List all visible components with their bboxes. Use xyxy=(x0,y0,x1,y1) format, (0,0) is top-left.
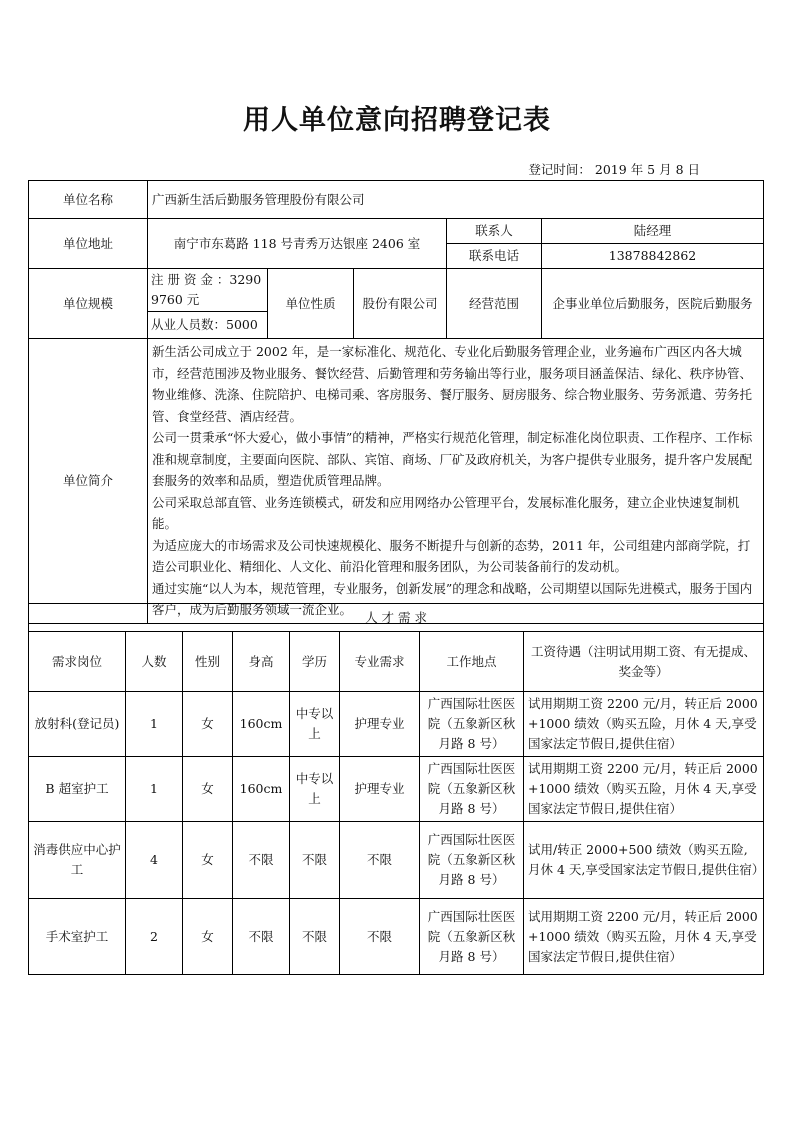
col-height: 身高 xyxy=(233,632,290,692)
post-cell: 消毒供应中心护工 xyxy=(29,822,126,899)
post-cell: 放射科(登记员) xyxy=(29,692,126,757)
height-cell: 不限 xyxy=(233,822,290,899)
intro-paragraph: 公司一贯秉承“怀大爱心，做小事情”的精神，严格实行规范化管理，制定标准化岗位职责、工作程序、工作标准和规章制度，主要面向医院、部队、宾馆、商场、厂矿及政府机关，为客户提供专业服务，提升客户发展配套服务的效率和品质，塑造优质管理品牌。 xyxy=(152,430,753,488)
phone-value: 13878842862 xyxy=(542,244,764,269)
col-location: 工作地点 xyxy=(420,632,524,692)
salary-cell: 试用期期工资 2200 元/月，转正后 2000+1000 绩效（购买五险，月休 4 天,享受国家法定节假日,提供住宿） xyxy=(524,757,764,822)
post-cell: 手术室护工 xyxy=(29,899,126,975)
col-major: 专业需求 xyxy=(340,632,420,692)
location-cell: 广西国际壮医医院（五象新区秋月路 8 号） xyxy=(420,822,524,899)
table-row xyxy=(29,692,764,757)
salary-cell: 试用/转正 2000+500 绩效（购买五险,月休 4 天,享受国家法定节假日,提供住宿） xyxy=(524,822,764,899)
height-cell: 不限 xyxy=(233,899,290,975)
unit-scale-label: 单位规模 xyxy=(29,269,148,339)
form-title: 用人单位意向招聘登记表 xyxy=(243,105,551,136)
col-count: 人数 xyxy=(126,632,183,692)
major-cell: 不限 xyxy=(340,822,420,899)
table-row xyxy=(29,822,764,899)
intro-paragraph: 通过实施“以人为本，规范管理，专业服务，创新发展”的理念和战略，公司期望以国际先进模式，服务于国内客户，成为后勤服务领域一流企业。 xyxy=(152,580,753,617)
count-cell: 4 xyxy=(126,822,183,899)
unit-nature: 股份有限公司 xyxy=(354,269,447,339)
education-cell: 不限 xyxy=(290,899,340,975)
table-row xyxy=(29,899,764,975)
unit-address: 南宁市东葛路 118 号青秀万达银座 2406 室 xyxy=(148,219,447,269)
registration-date xyxy=(440,160,700,178)
count-cell: 1 xyxy=(126,757,183,822)
location-cell: 广西国际壮医医院（五象新区秋月路 8 号） xyxy=(420,757,524,822)
education-cell: 不限 xyxy=(290,822,340,899)
col-post: 需求岗位 xyxy=(29,632,126,692)
intro-paragraph: 公司采取总部直管、业务连锁模式，研发和应用网络办公管理平台，发展标准化服务，建立企业快速复制机能。 xyxy=(152,494,740,531)
count-cell: 2 xyxy=(126,899,183,975)
unit-name: 广西新生活后勤服务管理股份有限公司 xyxy=(148,181,764,219)
major-cell: 不限 xyxy=(340,899,420,975)
major-cell: 护理专业 xyxy=(340,757,420,822)
unit-intro-label: 单位简介 xyxy=(29,339,148,624)
height-cell: 160cm xyxy=(233,692,290,757)
salary-cell: 试用期期工资 2200 元/月，转正后 2000+1000 绩效（购买五险，月休 4 天,享受国家法定节假日,提供住宿） xyxy=(524,692,764,757)
intro-paragraph: 为适应庞大的市场需求及公司快速规模化、服务不断提升与创新的态势，2011 年，公司组建内部商学院，打造公司职业化、精细化、人文化、前沿化管理和服务团队，为公司装备前行的发动机。 xyxy=(152,537,751,574)
unit-name-label: 单位名称 xyxy=(29,181,148,219)
talent-demand-table xyxy=(28,603,764,975)
gender-cell: 女 xyxy=(183,692,233,757)
unit-address-label: 单位地址 xyxy=(29,219,148,269)
col-salary: 工资待遇（注明试用期工资、有无提成、奖金等） xyxy=(524,632,764,692)
gender-cell: 女 xyxy=(183,822,233,899)
contact-value: 陆经理 xyxy=(542,219,764,244)
major-cell: 护理专业 xyxy=(340,692,420,757)
location-cell: 广西国际壮医医院（五象新区秋月路 8 号） xyxy=(420,899,524,975)
gender-cell: 女 xyxy=(183,899,233,975)
gender-cell: 女 xyxy=(183,757,233,822)
contact-label: 联系人 xyxy=(447,219,542,244)
unit-nature-label: 单位性质 xyxy=(268,269,354,339)
height-cell: 160cm xyxy=(233,757,290,822)
registration-date-value: 2019 年 5 月 8 日 xyxy=(594,162,700,177)
col-gender: 性别 xyxy=(183,632,233,692)
col-education: 学历 xyxy=(290,632,340,692)
registered-capital: 注 册 资 金 ：32909760 元 xyxy=(148,269,268,312)
education-cell: 中专以上 xyxy=(290,757,340,822)
intro-paragraph: 新生活公司成立于 2002 年，是一家标准化、规范化、专业化后勤服务管理企业，业务遍布广西区内各大城市，经营范围涉及物业服务、餐饮经营、后勤管理和劳务输出等行业，服务项目涵盖保洁、绿化、秩序协管、物业维修、洗涤、住院陪护、电梯司乘、客房服务、餐厅服务、厨房服务、综合物业服务、劳务派遣、劳务托管、食堂经营、酒店经营。 xyxy=(152,344,753,424)
registration-date-label: 登记时间： xyxy=(528,162,591,177)
location-cell: 广西国际壮医医院（五象新区秋月路 8 号） xyxy=(420,692,524,757)
business-scope-label: 经营范围 xyxy=(447,269,542,339)
staff-count: 从业人员数：5000 xyxy=(148,312,268,339)
table-row xyxy=(29,757,764,822)
count-cell: 1 xyxy=(126,692,183,757)
unit-intro xyxy=(148,339,764,624)
post-cell: B 超室护工 xyxy=(29,757,126,822)
talent-demand-header: 人 才 需 求 xyxy=(29,604,764,632)
unit-info-table xyxy=(28,180,764,624)
business-scope: 企事业单位后勤服务，医院后勤服务 xyxy=(542,269,764,339)
education-cell: 中专以上 xyxy=(290,692,340,757)
salary-cell: 试用期期工资 2200 元/月，转正后 2000+1000 绩效（购买五险，月休 4 天,享受国家法定节假日,提供住宿） xyxy=(524,899,764,975)
phone-label: 联系电话 xyxy=(447,244,542,269)
